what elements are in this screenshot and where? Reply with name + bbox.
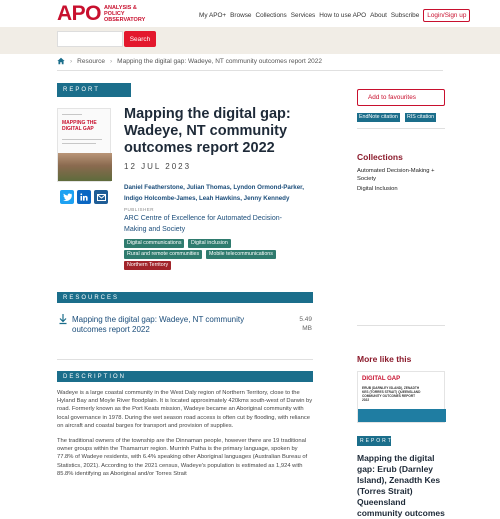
twitter-icon[interactable]: [60, 190, 74, 204]
divider: [57, 70, 443, 71]
cover-line: [62, 139, 102, 140]
breadcrumb-current: Mapping the digital gap: Wadeye, NT community outcomes report 2022: [117, 57, 323, 65]
search-button[interactable]: Search: [124, 31, 156, 47]
nav-subscribe[interactable]: Subscribe: [390, 12, 420, 19]
collection-link-digital-inclusion[interactable]: Digital Inclusion: [357, 186, 398, 192]
ris-citation-button[interactable]: RIS citation: [407, 114, 435, 120]
cover-title: MAPPING THE DIGITAL GAP: [62, 120, 97, 132]
topic-mobile-telecommunications[interactable]: Mobile telecommunications: [206, 250, 276, 259]
collections-heading: Collections: [357, 152, 403, 162]
cover-line: [62, 143, 96, 144]
topic-northern-territory[interactable]: Northern Territory: [124, 261, 171, 270]
collection-link-admplus[interactable]: Automated Decision-Making + Society: [357, 168, 435, 182]
logo-text: APO: [57, 2, 102, 25]
more-like-this-heading: More like this: [357, 354, 412, 364]
breadcrumb-separator: ›: [70, 57, 73, 65]
related-report-thumbnail[interactable]: [357, 371, 445, 423]
search-input[interactable]: [57, 31, 123, 47]
endnote-citation-button[interactable]: EndNote citation: [359, 114, 398, 120]
logo-subtitle: ANALYSIS & POLICY OBSERVATORY: [104, 5, 146, 23]
publication-date: 12 JUL 2023: [124, 162, 192, 171]
cover-line: [62, 114, 82, 115]
related-cover-subtitle: ERUB (DARNLEY ISLAND), ZENADTH KES (TORRES STRAIT) QUEENSLAND COMMUNITY OUTCOMES REPORT 2022: [362, 386, 421, 402]
report-cover-thumbnail[interactable]: [57, 108, 111, 182]
resource-download-link[interactable]: Mapping the digital gap: Wadeye, NT community outcomes report 2022: [72, 315, 245, 334]
cover-photo: [58, 153, 112, 181]
nav-services[interactable]: Services: [290, 12, 316, 19]
divider: [57, 359, 313, 360]
main-nav: [199, 9, 470, 22]
divider: [357, 325, 445, 326]
report-title: Mapping the digital gap: Wadeye, NT community outcomes report 2022: [124, 106, 291, 156]
description-paragraph: The traditional owners of the township are the Dinnaman people, however there are 19 traditional owner groups within the Thamarrurr region. Murrinh Patha is the primary language, spoken by 77.8% of Wadeye residents, with 6.4% speaking other Aboriginal languages (Australian Bureau of Statistics, 2021). According to the 2021 census, Wadeye's population is estimated as 1,924 with 85.8% identifying as Aboriginal and/or Torres Strait: [57, 438, 308, 477]
nav-collections[interactable]: Collections: [255, 12, 287, 19]
nav-browse[interactable]: Browse: [230, 12, 252, 19]
description-body: [57, 389, 315, 485]
related-report-title[interactable]: Mapping the digital gap: Erub (Darnley Island), Zenadth Kes (Torres Strait) Queensland community outcomes: [357, 453, 445, 518]
resources-section-tag: RESOURCES: [57, 292, 313, 303]
related-report-tag: REPORT: [357, 436, 391, 446]
report-type-tag: REPORT: [57, 83, 131, 97]
related-cover-photo: [358, 409, 446, 422]
topic-rural-remote[interactable]: Rural and remote communities: [124, 250, 202, 259]
login-button[interactable]: Login/Sign up: [423, 9, 470, 22]
topic-digital-inclusion[interactable]: Digital inclusion: [188, 239, 231, 248]
nav-my-apo[interactable]: My APO+: [199, 12, 227, 19]
nav-how-to-use[interactable]: How to use APO: [319, 12, 367, 19]
breadcrumb-separator: ›: [110, 57, 113, 65]
add-to-favourites-button[interactable]: Add to favourites: [357, 89, 445, 106]
apo-logo[interactable]: [57, 2, 148, 25]
linkedin-icon[interactable]: [77, 190, 91, 204]
related-cover-title: DIGITAL GAP: [362, 376, 401, 382]
description-paragraph: Wadeye is a large coastal community in the West Daly region of Northern Territory, close to the Hyland Bay and Moyle River floodplain. It is located approximately 420kms south-west of Darwin by road. Formerly known as the Port Keats mission, Wadeye became an Aboriginal community with local governance in 1978. During the wet season road access is often cut by flooding, with reliance on aircraft and coastal barges for transport and provision of supplies.: [57, 390, 313, 429]
search-bar: [0, 27, 500, 54]
share-buttons: [60, 190, 108, 204]
divider: [357, 128, 445, 129]
publisher-link[interactable]: ARC Centre of Excellence for Automated Decision-Making and Society: [124, 215, 282, 233]
breadcrumb-resource[interactable]: Resource: [77, 57, 105, 65]
breadcrumb: [57, 57, 322, 65]
download-icon[interactable]: [59, 314, 67, 327]
authors-list[interactable]: Daniel Featherstone, Julian Thomas, Lyndon Ormond-Parker, Indigo Holcombe-James, Leah Hawkins, Jenny Kennedy: [124, 184, 304, 202]
description-section-tag: DESCRIPTION: [57, 371, 313, 382]
home-icon[interactable]: [57, 57, 65, 65]
resource-file-size: 5.49 MB: [299, 316, 312, 332]
publisher-label: PUBLISHER: [124, 207, 155, 212]
nav-about[interactable]: About: [370, 12, 387, 19]
topic-digital-communications[interactable]: Digital communications: [124, 239, 184, 248]
email-icon[interactable]: [94, 190, 108, 204]
site-header: [0, 0, 500, 54]
